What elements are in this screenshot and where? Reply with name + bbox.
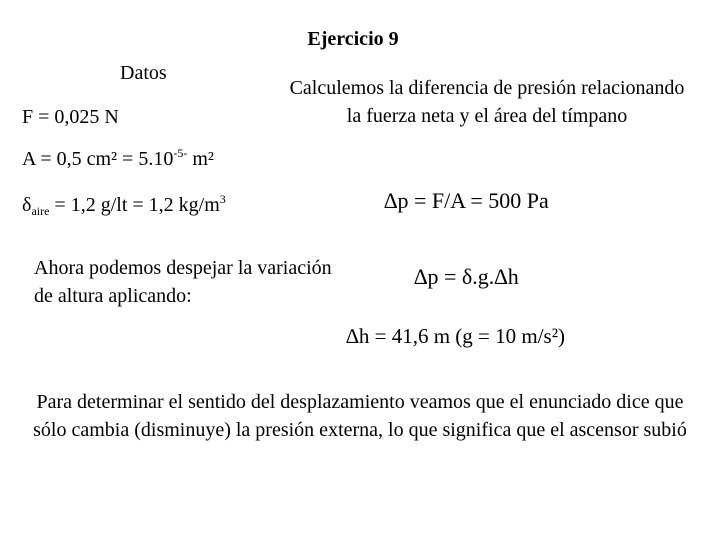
density-symbol: δ: [22, 194, 32, 216]
density-exponent: 3: [219, 192, 226, 206]
hydrostatic-equation: ∆p = δ.g.∆h: [414, 264, 519, 289]
conclusion-paragraph: Para determinar el sentido del desplazamiento veamos que el enunciado dice que sólo cambia (disminuye) la presión externa, lo que significa que el ascensor subió: [33, 391, 687, 441]
area-given-unit: m²: [187, 148, 214, 170]
ahora-text: Ahora podemos despejar la variación de altura aplicando:: [34, 257, 332, 307]
exercise-title: Ejercicio 9: [307, 28, 399, 50]
area-given-main: A = 0,5 cm² = 5.10: [22, 148, 174, 170]
force-given: F = 0,025 N: [22, 106, 119, 128]
density-given: [22, 194, 226, 217]
area-given-exponent: -5-: [173, 146, 188, 160]
calculemos-text: Calculemos la diferencia de presión relacionando la fuerza neta y el área del tímpano: [289, 77, 685, 127]
height-result-equation: ∆h = 41,6 m (g = 10 m/s²): [346, 324, 565, 348]
density-subscript: aire: [31, 204, 50, 218]
area-given: [22, 148, 214, 171]
density-value: = 1,2 g/lt = 1,2 kg/m: [49, 194, 220, 216]
datos-heading: Datos: [120, 62, 167, 84]
pressure-difference-equation: ∆p = F/A = 500 Pa: [384, 188, 549, 213]
